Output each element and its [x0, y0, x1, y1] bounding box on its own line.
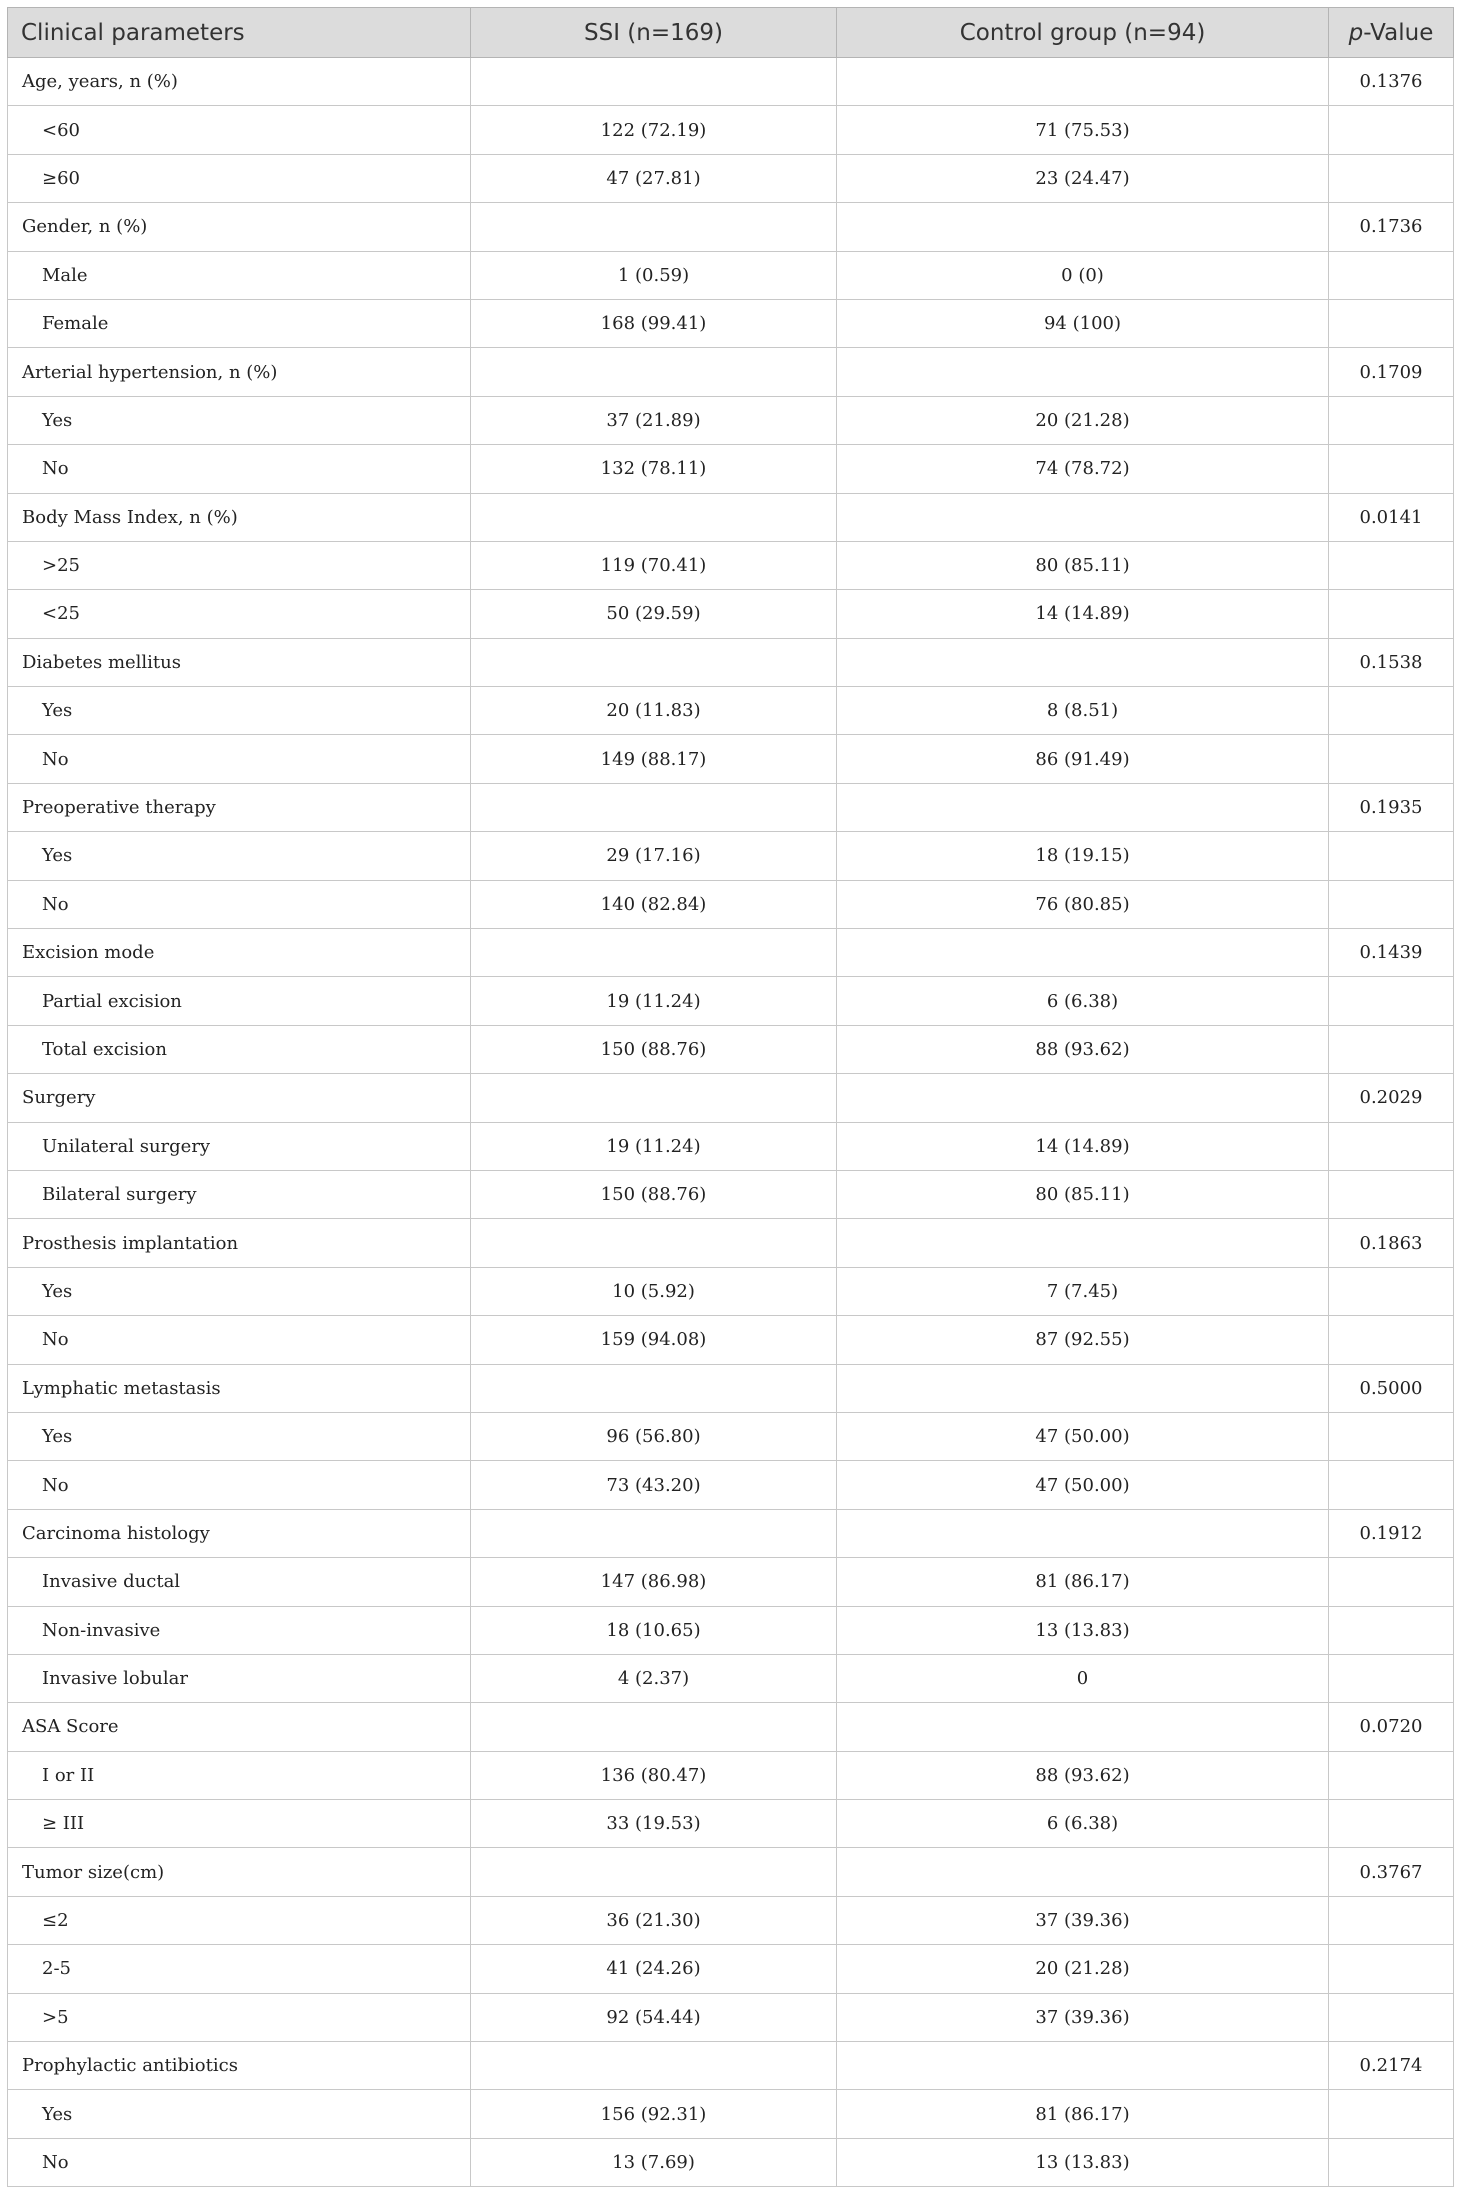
cell-parameter: <60: [8, 106, 471, 154]
header-clinical-parameters: Clinical parameters: [8, 8, 471, 58]
cell-control: 88 (93.62): [837, 1751, 1329, 1799]
table-row-subcategory: [8, 396, 1454, 444]
table-row-category: [8, 493, 1454, 541]
table-row-subcategory: [8, 1170, 1454, 1218]
table-row-category: [8, 1703, 1454, 1751]
table-row-subcategory: [8, 1751, 1454, 1799]
cell-p-value: 0.5000: [1329, 1364, 1454, 1412]
cell-control: [837, 1074, 1329, 1122]
cell-parameter: Yes: [8, 687, 471, 735]
table-row-category: [8, 783, 1454, 831]
cell-ssi: [471, 1364, 837, 1412]
table-row-subcategory: [8, 1800, 1454, 1848]
table-row-subcategory: [8, 1267, 1454, 1315]
cell-p-value: [1329, 590, 1454, 638]
cell-control: 88 (93.62): [837, 1025, 1329, 1073]
cell-ssi: [471, 203, 837, 251]
table-row-subcategory: [8, 2090, 1454, 2138]
cell-ssi: 159 (94.08): [471, 1316, 837, 1364]
cell-control: [837, 2042, 1329, 2090]
table-row-subcategory: [8, 1025, 1454, 1073]
cell-parameter: Gender, n (%): [8, 203, 471, 251]
table-row-subcategory: [8, 1122, 1454, 1170]
cell-control: 0: [837, 1654, 1329, 1702]
cell-p-value: 0.1439: [1329, 929, 1454, 977]
cell-p-value: [1329, 2138, 1454, 2186]
cell-control: 7 (7.45): [837, 1267, 1329, 1315]
header-control-group: Control group (n=94): [837, 8, 1329, 58]
cell-ssi: [471, 1703, 837, 1751]
cell-ssi: 1 (0.59): [471, 251, 837, 299]
cell-ssi: [471, 2042, 837, 2090]
table-row-subcategory: [8, 735, 1454, 783]
cell-ssi: 33 (19.53): [471, 1800, 837, 1848]
table-row-category: [8, 1074, 1454, 1122]
table-row-subcategory: [8, 1461, 1454, 1509]
cell-control: 71 (75.53): [837, 106, 1329, 154]
table-row-category: [8, 1509, 1454, 1557]
cell-parameter: Tumor size(cm): [8, 1848, 471, 1896]
cell-control: 47 (50.00): [837, 1461, 1329, 1509]
cell-ssi: 149 (88.17): [471, 735, 837, 783]
cell-p-value: 0.0720: [1329, 1703, 1454, 1751]
cell-parameter: 2-5: [8, 1945, 471, 1993]
cell-parameter: ≤2: [8, 1896, 471, 1944]
cell-p-value: [1329, 1267, 1454, 1315]
cell-p-value: [1329, 251, 1454, 299]
cell-control: [837, 203, 1329, 251]
cell-ssi: [471, 1219, 837, 1267]
cell-control: 6 (6.38): [837, 977, 1329, 1025]
cell-parameter: Body Mass Index, n (%): [8, 493, 471, 541]
table-row-category: [8, 348, 1454, 396]
cell-control: [837, 58, 1329, 106]
cell-parameter: Yes: [8, 1267, 471, 1315]
cell-p-value: [1329, 396, 1454, 444]
cell-p-value: 0.2174: [1329, 2042, 1454, 2090]
cell-ssi: [471, 929, 837, 977]
cell-parameter: Prophylactic antibiotics: [8, 2042, 471, 2090]
cell-control: 37 (39.36): [837, 1993, 1329, 2041]
cell-ssi: 19 (11.24): [471, 1122, 837, 1170]
cell-parameter: <25: [8, 590, 471, 638]
cell-control: 47 (50.00): [837, 1412, 1329, 1460]
cell-control: [837, 1509, 1329, 1557]
cell-p-value: [1329, 1558, 1454, 1606]
cell-parameter: Unilateral surgery: [8, 1122, 471, 1170]
cell-p-value: 0.1863: [1329, 1219, 1454, 1267]
cell-control: 81 (86.17): [837, 2090, 1329, 2138]
cell-control: 74 (78.72): [837, 445, 1329, 493]
cell-parameter: Preoperative therapy: [8, 783, 471, 831]
cell-parameter: Age, years, n (%): [8, 58, 471, 106]
cell-parameter: No: [8, 1461, 471, 1509]
cell-ssi: 41 (24.26): [471, 1945, 837, 1993]
cell-p-value: [1329, 1800, 1454, 1848]
cell-ssi: [471, 783, 837, 831]
cell-p-value: [1329, 832, 1454, 880]
cell-control: 20 (21.28): [837, 396, 1329, 444]
table-row-subcategory: [8, 299, 1454, 347]
table-row-subcategory: [8, 687, 1454, 735]
table-row-subcategory: [8, 541, 1454, 589]
table-row-subcategory: [8, 154, 1454, 202]
cell-parameter: Excision mode: [8, 929, 471, 977]
cell-parameter: Invasive lobular: [8, 1654, 471, 1702]
cell-parameter: ≥ III: [8, 1800, 471, 1848]
cell-ssi: [471, 348, 837, 396]
cell-control: 14 (14.89): [837, 1122, 1329, 1170]
cell-ssi: 96 (56.80): [471, 1412, 837, 1460]
cell-p-value: [1329, 687, 1454, 735]
cell-ssi: 140 (82.84): [471, 880, 837, 928]
header-p-italic: p: [1348, 19, 1364, 46]
cell-ssi: 50 (29.59): [471, 590, 837, 638]
cell-p-value: [1329, 1654, 1454, 1702]
cell-parameter: ASA Score: [8, 1703, 471, 1751]
table-row-subcategory: [8, 977, 1454, 1025]
cell-parameter: Yes: [8, 1412, 471, 1460]
cell-p-value: [1329, 445, 1454, 493]
cell-parameter: >25: [8, 541, 471, 589]
cell-ssi: [471, 58, 837, 106]
cell-ssi: 122 (72.19): [471, 106, 837, 154]
cell-p-value: [1329, 299, 1454, 347]
cell-control: [837, 493, 1329, 541]
cell-parameter: ≥60: [8, 154, 471, 202]
header-row: [8, 8, 1454, 58]
cell-p-value: 0.3767: [1329, 1848, 1454, 1896]
table-body: [8, 58, 1454, 2187]
cell-parameter: No: [8, 735, 471, 783]
table-row-subcategory: [8, 1945, 1454, 1993]
table-row-subcategory: [8, 1558, 1454, 1606]
cell-control: 76 (80.85): [837, 880, 1329, 928]
cell-control: 18 (19.15): [837, 832, 1329, 880]
cell-parameter: >5: [8, 1993, 471, 2041]
cell-ssi: 29 (17.16): [471, 832, 837, 880]
cell-p-value: 0.1538: [1329, 638, 1454, 686]
cell-ssi: 36 (21.30): [471, 1896, 837, 1944]
cell-p-value: [1329, 1122, 1454, 1170]
cell-p-value: [1329, 1316, 1454, 1364]
table-row-category: [8, 1219, 1454, 1267]
cell-parameter: Yes: [8, 832, 471, 880]
cell-control: [837, 638, 1329, 686]
cell-parameter: Lymphatic metastasis: [8, 1364, 471, 1412]
table-row-category: [8, 58, 1454, 106]
cell-control: 13 (13.83): [837, 2138, 1329, 2186]
cell-p-value: [1329, 1025, 1454, 1073]
cell-parameter: Female: [8, 299, 471, 347]
header-ssi: SSI (n=169): [471, 8, 837, 58]
cell-ssi: 4 (2.37): [471, 1654, 837, 1702]
cell-control: 23 (24.47): [837, 154, 1329, 202]
cell-control: [837, 1848, 1329, 1896]
cell-parameter: Yes: [8, 2090, 471, 2138]
cell-control: 8 (8.51): [837, 687, 1329, 735]
cell-ssi: 20 (11.83): [471, 687, 837, 735]
cell-parameter: Arterial hypertension, n (%): [8, 348, 471, 396]
cell-ssi: 132 (78.11): [471, 445, 837, 493]
cell-control: [837, 348, 1329, 396]
cell-control: [837, 929, 1329, 977]
table-row-subcategory: [8, 1654, 1454, 1702]
cell-control: 14 (14.89): [837, 590, 1329, 638]
table-row-subcategory: [8, 106, 1454, 154]
cell-parameter: Carcinoma histology: [8, 1509, 471, 1557]
cell-control: [837, 783, 1329, 831]
cell-parameter: No: [8, 880, 471, 928]
table-row-subcategory: [8, 880, 1454, 928]
cell-p-value: [1329, 2090, 1454, 2138]
cell-control: [837, 1219, 1329, 1267]
cell-parameter: Yes: [8, 396, 471, 444]
cell-ssi: 168 (99.41): [471, 299, 837, 347]
cell-ssi: 37 (21.89): [471, 396, 837, 444]
cell-p-value: 0.0141: [1329, 493, 1454, 541]
cell-control: 0 (0): [837, 251, 1329, 299]
table-row-category: [8, 1848, 1454, 1896]
cell-p-value: [1329, 735, 1454, 783]
cell-ssi: 47 (27.81): [471, 154, 837, 202]
cell-p-value: 0.1912: [1329, 1509, 1454, 1557]
cell-ssi: 119 (70.41): [471, 541, 837, 589]
cell-control: 86 (91.49): [837, 735, 1329, 783]
cell-parameter: Partial excision: [8, 977, 471, 1025]
cell-p-value: [1329, 1751, 1454, 1799]
table-row-subcategory: [8, 1993, 1454, 2041]
cell-p-value: [1329, 1993, 1454, 2041]
cell-ssi: [471, 638, 837, 686]
cell-p-value: [1329, 154, 1454, 202]
table-row-subcategory: [8, 832, 1454, 880]
clinical-parameters-table: [7, 7, 1454, 2187]
cell-ssi: 19 (11.24): [471, 977, 837, 1025]
table-header: [8, 8, 1454, 58]
cell-ssi: 18 (10.65): [471, 1606, 837, 1654]
table-row-category: [8, 929, 1454, 977]
cell-ssi: 92 (54.44): [471, 1993, 837, 2041]
table-row-category: [8, 638, 1454, 686]
cell-control: 94 (100): [837, 299, 1329, 347]
cell-p-value: [1329, 106, 1454, 154]
cell-control: 6 (6.38): [837, 1800, 1329, 1848]
cell-parameter: Male: [8, 251, 471, 299]
cell-parameter: Surgery: [8, 1074, 471, 1122]
cell-parameter: Diabetes mellitus: [8, 638, 471, 686]
table-row-category: [8, 1364, 1454, 1412]
cell-control: 37 (39.36): [837, 1896, 1329, 1944]
table-row-category: [8, 2042, 1454, 2090]
cell-parameter: No: [8, 445, 471, 493]
cell-parameter: I or II: [8, 1751, 471, 1799]
cell-p-value: [1329, 977, 1454, 1025]
cell-p-value: [1329, 541, 1454, 589]
cell-p-value: [1329, 1170, 1454, 1218]
table-row-subcategory: [8, 1896, 1454, 1944]
cell-p-value: [1329, 1945, 1454, 1993]
cell-ssi: 147 (86.98): [471, 1558, 837, 1606]
cell-parameter: Invasive ductal: [8, 1558, 471, 1606]
cell-ssi: [471, 1848, 837, 1896]
cell-p-value: [1329, 1896, 1454, 1944]
cell-parameter: No: [8, 1316, 471, 1364]
cell-parameter: Total excision: [8, 1025, 471, 1073]
cell-parameter: Non-invasive: [8, 1606, 471, 1654]
cell-control: 80 (85.11): [837, 1170, 1329, 1218]
cell-ssi: 156 (92.31): [471, 2090, 837, 2138]
cell-control: 13 (13.83): [837, 1606, 1329, 1654]
cell-ssi: [471, 1074, 837, 1122]
cell-ssi: 150 (88.76): [471, 1025, 837, 1073]
cell-control: 87 (92.55): [837, 1316, 1329, 1364]
table-row-subcategory: [8, 590, 1454, 638]
cell-p-value: 0.1709: [1329, 348, 1454, 396]
cell-p-value: 0.1736: [1329, 203, 1454, 251]
header-p-suffix: -Value: [1363, 19, 1434, 46]
table-row-subcategory: [8, 251, 1454, 299]
cell-control: [837, 1364, 1329, 1412]
table-row-subcategory: [8, 2138, 1454, 2186]
cell-ssi: 73 (43.20): [471, 1461, 837, 1509]
cell-p-value: [1329, 1606, 1454, 1654]
cell-control: [837, 1703, 1329, 1751]
cell-parameter: Bilateral surgery: [8, 1170, 471, 1218]
cell-p-value: 0.1935: [1329, 783, 1454, 831]
cell-parameter: No: [8, 2138, 471, 2186]
table-row-subcategory: [8, 1412, 1454, 1460]
header-p-value: [1329, 8, 1454, 58]
cell-p-value: [1329, 1461, 1454, 1509]
cell-ssi: 10 (5.92): [471, 1267, 837, 1315]
cell-p-value: 0.2029: [1329, 1074, 1454, 1122]
table-row-subcategory: [8, 445, 1454, 493]
table-row-category: [8, 203, 1454, 251]
cell-ssi: 13 (7.69): [471, 2138, 837, 2186]
cell-p-value: [1329, 880, 1454, 928]
cell-ssi: [471, 493, 837, 541]
cell-p-value: 0.1376: [1329, 58, 1454, 106]
cell-parameter: Prosthesis implantation: [8, 1219, 471, 1267]
cell-ssi: [471, 1509, 837, 1557]
cell-control: 20 (21.28): [837, 1945, 1329, 1993]
cell-ssi: 136 (80.47): [471, 1751, 837, 1799]
cell-p-value: [1329, 1412, 1454, 1460]
table-row-subcategory: [8, 1316, 1454, 1364]
cell-control: 81 (86.17): [837, 1558, 1329, 1606]
cell-ssi: 150 (88.76): [471, 1170, 837, 1218]
table-row-subcategory: [8, 1606, 1454, 1654]
cell-control: 80 (85.11): [837, 541, 1329, 589]
